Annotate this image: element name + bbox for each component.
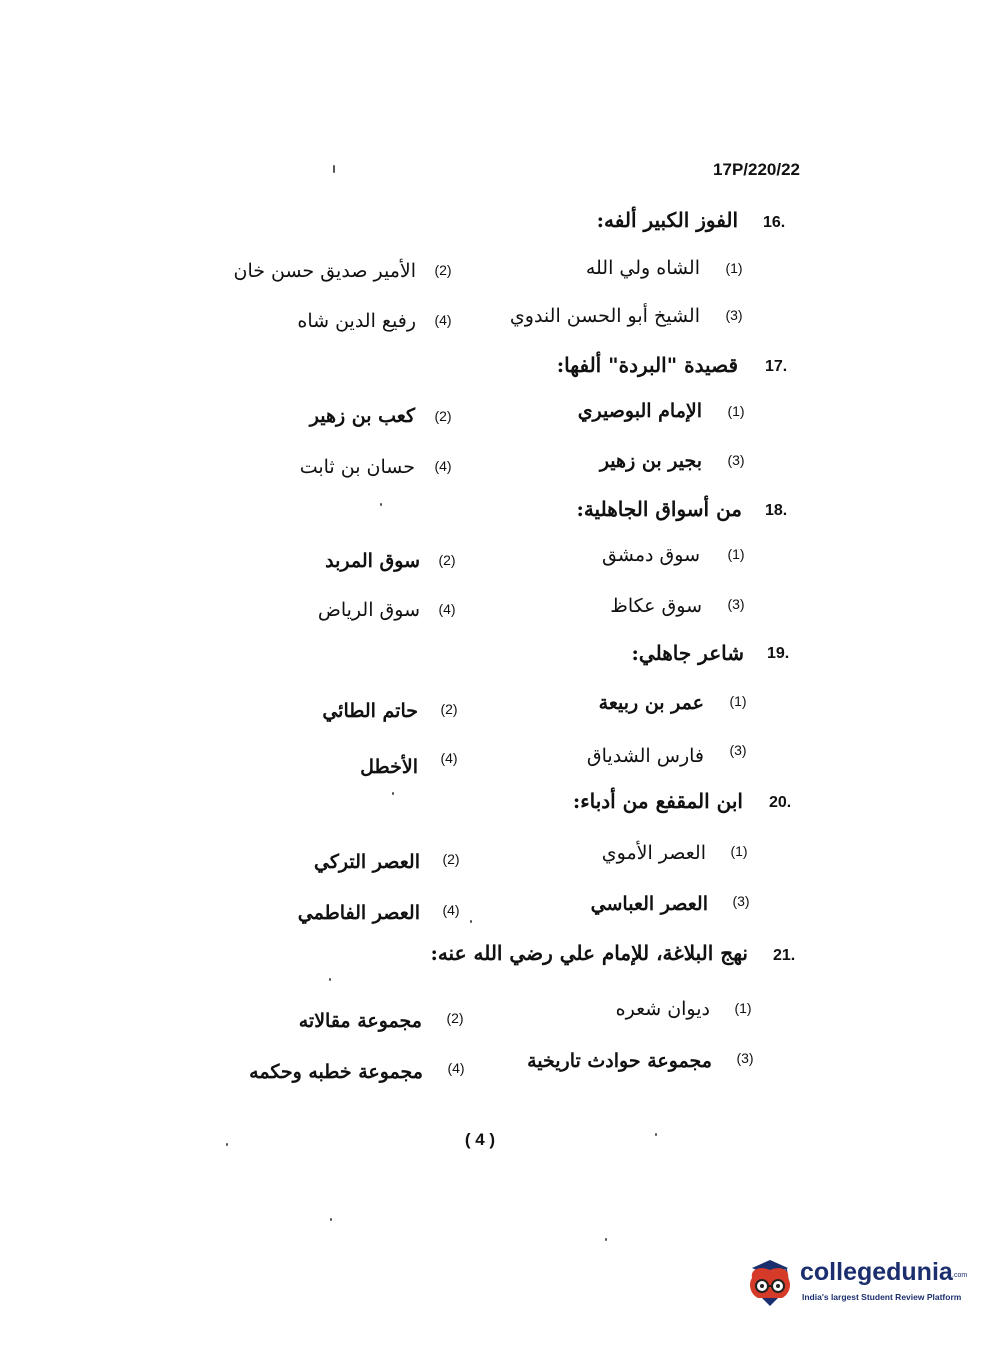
option-number: (4)	[442, 902, 460, 918]
option-text: عمر بن ربيعة	[598, 692, 704, 714]
option-number: (1)	[734, 1000, 752, 1016]
option-text: بجير بن زهير	[599, 450, 702, 472]
option-text: الإمام البوصيري	[577, 400, 702, 422]
brand-tagline: India's largest Student Review Platform	[802, 1292, 962, 1302]
option-number: (2)	[434, 408, 452, 424]
question-text: الفوز الكبير ألفه:	[596, 208, 738, 232]
question-number: 18.	[765, 502, 788, 519]
option-number: (4)	[434, 312, 452, 328]
scan-speck	[330, 1218, 332, 1221]
option-number: (3)	[729, 742, 747, 758]
collegedunia-watermark	[742, 1252, 972, 1316]
option-text: ديوان شعره	[615, 998, 710, 1020]
option-number: (1)	[727, 546, 745, 562]
question-number: 16.	[763, 214, 786, 231]
option-number: (1)	[729, 693, 747, 709]
question-text: من أسواق الجاهلية:	[576, 497, 742, 521]
scan-speck	[470, 920, 472, 923]
brand-suffix: .com	[952, 1272, 968, 1279]
option-text: مجموعة مقالاته	[298, 1010, 422, 1032]
question-text: ابن المقفع من أدباء:	[572, 789, 743, 813]
scan-speck	[226, 1143, 228, 1146]
option-text: سوق عكاظ	[610, 595, 702, 617]
option-text: رفيع الدين شاه	[297, 310, 416, 332]
option-text: العصر التركي	[314, 851, 420, 873]
option-text: فارس الشدياق	[586, 745, 704, 767]
option-text: الشيخ أبو الحسن الندوي	[509, 305, 700, 327]
option-number: (3)	[727, 452, 745, 468]
option-text: الأخطل	[360, 756, 418, 778]
option-number: (2)	[440, 701, 458, 717]
option-number: (1)	[730, 843, 748, 859]
option-number: (4)	[434, 458, 452, 474]
option-number: (2)	[442, 851, 460, 867]
option-number: (4)	[440, 750, 458, 766]
option-text: سوق الرياض	[317, 599, 420, 621]
option-number: (3)	[732, 893, 750, 909]
option-number: (2)	[434, 262, 452, 278]
option-text: كعب بن زهير	[309, 405, 415, 427]
option-number: (3)	[727, 596, 745, 612]
scan-speck	[333, 165, 335, 173]
option-text: حاتم الطائي	[322, 700, 418, 722]
option-number: (2)	[438, 552, 456, 568]
option-text: مجموعة حوادث تاريخية	[527, 1050, 712, 1072]
question-number: 21.	[773, 947, 796, 964]
option-number: (4)	[438, 601, 456, 617]
option-text: العصر العباسي	[590, 893, 708, 915]
option-text: حسان بن ثابت	[299, 456, 415, 478]
question-number: 17.	[765, 358, 788, 375]
scan-speck	[655, 1133, 657, 1136]
option-text: العصر الفاطمي	[297, 902, 420, 924]
option-text: سوق المربد	[325, 550, 420, 572]
paper-code: 17P/220/22	[713, 160, 800, 179]
option-number: (2)	[446, 1010, 464, 1026]
option-number: (3)	[736, 1050, 754, 1066]
option-text: سوق دمشق	[602, 544, 700, 566]
option-text: العصر الأموي	[601, 842, 706, 864]
brand-name: collegedunia	[800, 1258, 953, 1286]
page-number: ( 4 )	[464, 1130, 496, 1149]
question-text: شاعر جاهلي:	[631, 641, 744, 665]
scan-speck	[605, 1238, 607, 1241]
question-number: 19.	[767, 645, 790, 662]
mascot-logo-icon	[742, 1254, 798, 1310]
question-number: 20.	[769, 794, 792, 811]
question-text: نهج البلاغة، للإمام علي رضي الله عنه:	[430, 941, 748, 965]
option-number: (4)	[447, 1060, 465, 1076]
question-text: قصيدة "البردة" ألفها:	[556, 353, 738, 377]
option-text: الشاه ولي الله	[585, 257, 700, 279]
option-number: (3)	[725, 307, 743, 323]
option-text: مجموعة خطبه وحكمه	[249, 1061, 423, 1083]
option-number: (1)	[725, 260, 743, 276]
scan-speck	[329, 978, 331, 981]
option-text: الأمير صديق حسن خان	[233, 260, 416, 282]
option-number: (1)	[727, 403, 745, 419]
